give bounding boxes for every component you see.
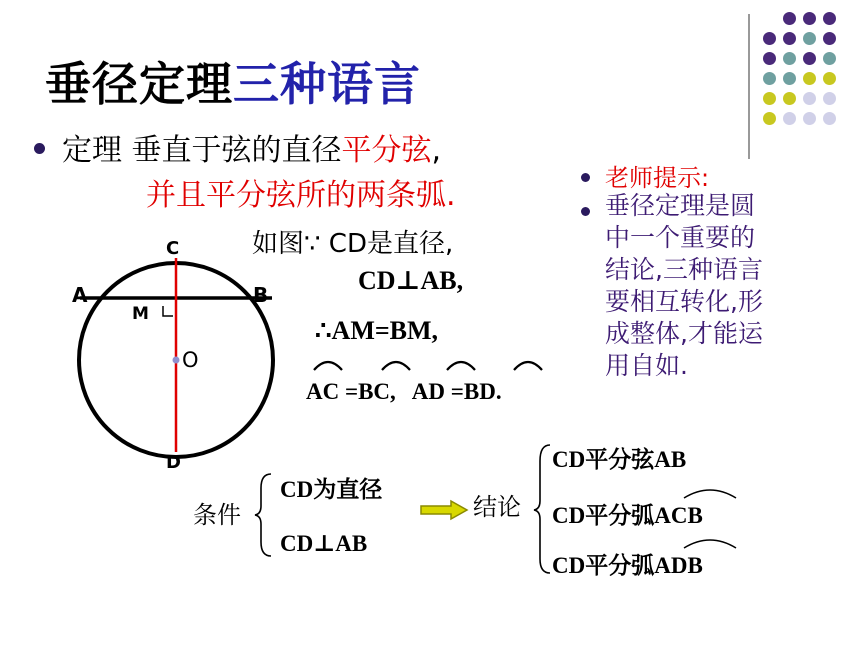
condition-2: CD⊥AB (280, 531, 368, 556)
arc-ad: AD (411, 379, 446, 404)
theorem-comma: , (431, 133, 442, 168)
theorem-line2: 并且平分弦所的两条弧. (146, 178, 456, 213)
label-m: M (132, 304, 149, 324)
condition-brace (253, 470, 275, 560)
decorative-dot (783, 12, 796, 25)
proof-line4 (306, 379, 502, 405)
arc-mark-ad (447, 362, 475, 370)
condition-label: 条件 (193, 501, 241, 529)
divider-line (748, 14, 750, 159)
theorem-line1 (62, 125, 441, 169)
hint-line: 要相互转化,形 (605, 287, 763, 316)
hint-line: 垂径定理是圆 (605, 191, 756, 220)
label-c: C (166, 238, 180, 259)
decorative-dot (803, 112, 816, 125)
arc-mark-acb (680, 484, 740, 502)
decorative-dot (823, 92, 836, 105)
proof-line3: ∴AM=BM, (315, 316, 439, 345)
conclusion-3-text: CD平分弧 (552, 553, 655, 578)
bullet-icon (34, 143, 45, 154)
decorative-dot (763, 72, 776, 85)
decorative-dot (783, 112, 796, 125)
arc-mark-bc (382, 362, 410, 370)
proof-line1-text: 如图∵ CD是直径, (252, 229, 454, 259)
circle-figure (60, 230, 290, 480)
title-part1: 垂径定理 (45, 57, 233, 111)
decorative-dot (783, 52, 796, 65)
decorative-dot (763, 112, 776, 125)
decorative-dot (803, 12, 816, 25)
decorative-dot (803, 72, 816, 85)
arc-mark-adb (680, 534, 740, 552)
decorative-dot (763, 92, 776, 105)
label-d: D (166, 452, 181, 473)
conclusion-2-text: CD平分弧 (552, 503, 655, 528)
decorative-dot (823, 32, 836, 45)
conclusion-label: 结论 (473, 493, 521, 521)
hint-body (605, 190, 763, 382)
arc-mark-ac (314, 362, 342, 370)
right-angle-mark (163, 306, 173, 316)
hint-bullet-icon (581, 173, 590, 182)
arrow-icon (419, 498, 471, 522)
hint-label: 老师提示: (605, 164, 710, 192)
page-title (45, 48, 421, 114)
arc-ac: AC (306, 379, 340, 404)
theorem-highlight: 平分弦 (341, 133, 432, 168)
decorative-dot (783, 92, 796, 105)
decorative-dot (823, 52, 836, 65)
label-b: B (253, 283, 269, 307)
decorative-dot (803, 92, 816, 105)
theorem-prefix: 定理 垂直于弦的直径 (62, 133, 342, 168)
hint-line: 中一个重要的 (605, 223, 756, 252)
hint-line: 用自如. (605, 351, 688, 380)
conclusion-brace (532, 441, 554, 577)
conclusion-1 (552, 441, 686, 474)
center-point (173, 357, 180, 364)
hint-bullet-icon-2 (581, 207, 590, 216)
arc-bc: =BC, (339, 379, 396, 404)
hint-line: 结论,三种语言 (605, 255, 763, 284)
decorative-dot (783, 72, 796, 85)
condition-1: CD为直径 (280, 477, 383, 502)
arc-bd: =BD. (445, 379, 502, 404)
conclusion-2-arc: ACB (654, 503, 703, 528)
decorative-dot (823, 12, 836, 25)
proof-line2: CD⊥AB, (358, 266, 464, 295)
conclusion-3-arc: ADB (654, 553, 703, 578)
decorative-dot (763, 32, 776, 45)
decorative-dot (783, 32, 796, 45)
title-part2: 三种语言 (233, 57, 421, 111)
label-o: O (182, 348, 199, 372)
decorative-dot (763, 52, 776, 65)
decorative-dot (803, 32, 816, 45)
arc-mark-bd (514, 362, 542, 370)
decorative-dot (803, 52, 816, 65)
hint-line: 成整体,才能运 (605, 319, 763, 348)
conclusion-1-text: CD平分弦AB (552, 447, 687, 472)
decorative-dot (823, 72, 836, 85)
label-a: A (72, 283, 88, 307)
decorative-dot (823, 112, 836, 125)
